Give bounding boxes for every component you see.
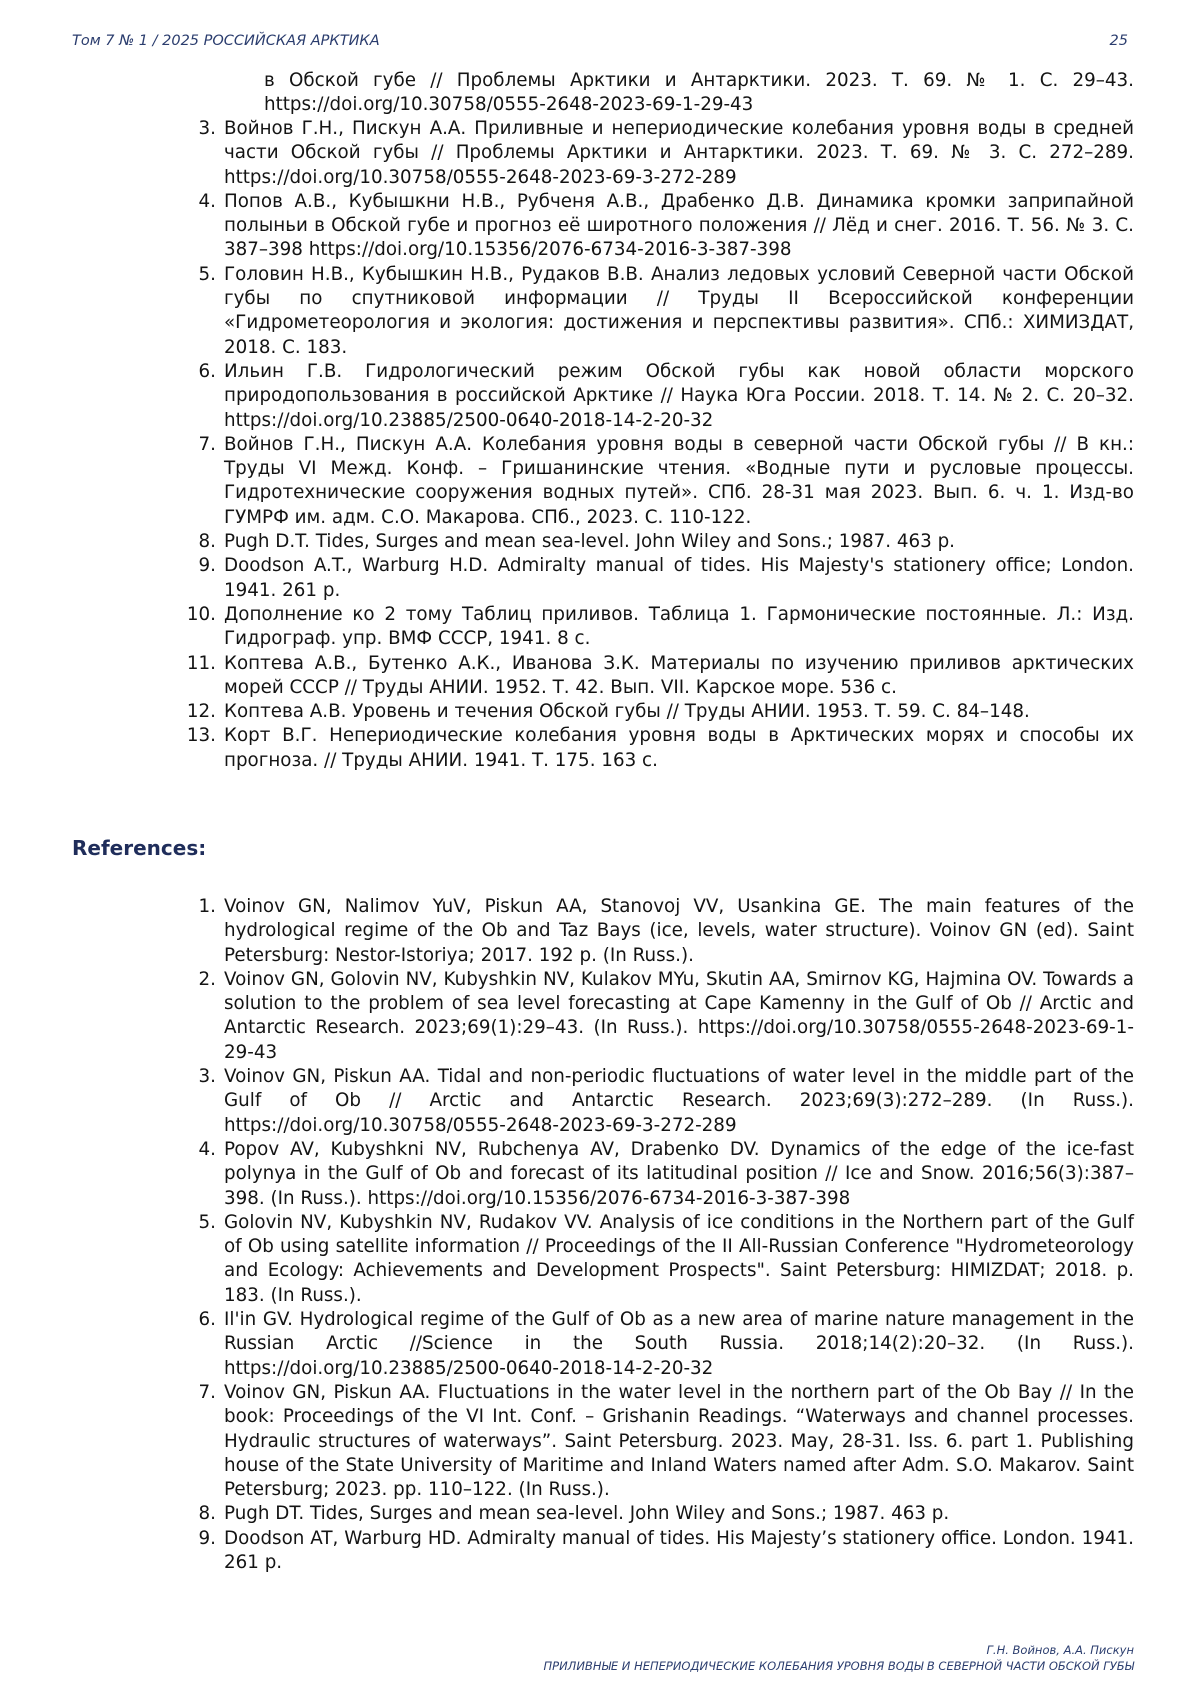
reference-item: [198, 1527, 1134, 1576]
reference-text: Doodson AT, Warburg HD. Admiralty manual of tides. His Majesty’s stationery office. London. 1941. 261 p.: [224, 1527, 1134, 1574]
reference-item: [198, 1211, 1134, 1308]
reference-number: 4.: [198, 190, 216, 212]
reference-item: [198, 1308, 1134, 1381]
reference-number: 6.: [198, 1309, 216, 1331]
running-footer: [544, 1642, 1135, 1674]
reference-item: [198, 117, 1134, 190]
reference-text: Voinov GN, Golovin NV, Kubyshkin NV, Kulakov MYu, Skutin AA, Smirnov KG, Hajmina OV. Towards a solution to the problem of sea level forecasting at Cape Kamenny in the Gulf of Ob // Arctic and Antarctic Research. 2023;69(1):29–43. (In Russ.). https://doi.org/10.30758/0555-2648-2023-69-1-29-43: [224, 968, 1134, 1063]
reference-number: 7.: [198, 1381, 216, 1403]
reference-text: Коптева А.В. Уровень и течения Обской губы // Труды АНИИ. 1953. Т. 59. С. 84–148.: [224, 701, 1030, 723]
reference-item: [198, 968, 1134, 1065]
reference-item: [198, 1502, 1134, 1526]
reference-text: Войнов Г.Н., Пискун А.А. Колебания уровня воды в северной части Обской губы // В кн.: Труды VI Межд. Конф. – Гришанинские чтения. «Водные пути и русловые процессы. Гидротехнические сооружения водных путей». СПб. 28-31 мая 2023. Вып. 6. ч. 1. Изд-во ГУМРФ им. адм. С.О. Макарова. СПб., 2023. С. 110-122.: [224, 433, 1134, 528]
reference-number: 7.: [198, 433, 216, 455]
reference-text: Pugh DT. Tides, Surges and mean sea-level. John Wiley and Sons.; 1987. 463 p.: [224, 1503, 950, 1525]
reference-text: Voinov GN, Nalimov YuV, Piskun AA, Stanovoj VV, Usankina GE. The main features of the hydrological regime of the Ob and Taz Bays (ice, levels, water structure). Voinov GN (ed). Saint Petersburg: Nestor-Istoriya; 2017. 192 p. (In Russ.).: [224, 896, 1134, 966]
journal-issue: Том 7 № 1 / 2025 РОССИЙСКАЯ АРКТИКА: [72, 33, 380, 49]
reference-text: Попов А.В., Кубышкни Н.В., Рубченя А.В., Драбенко Д.В. Динамика кромки заприпайной полыньи в Обской губе и прогноз её широтного положения // Лёд и снег. 2016. Т. 56. № 3. С. 387–398 https://doi.org/10.15356/2076-6734-2016-3-387-398: [224, 190, 1134, 261]
reference-item: [198, 433, 1134, 530]
reference-number: 2.: [198, 968, 216, 990]
references-heading: References:: [72, 836, 207, 860]
ru-ref-continuation: в Обской губе // Проблемы Арктики и Антарктики. 2023. Т. 69. № 1. С. 29–43. https://doi.org/10.30758/0555-2648-2023-69-1-29-43: [264, 70, 1134, 116]
reference-text: Войнов Г.Н., Пискун А.А. Приливные и непериодические колебания уровня воды в средней части Обской губы // Проблемы Арктики и Антарктики. 2023. Т. 69. № 3. С. 272–289. https://doi.org/10.30758/0555-2648-2023-69-3-272-289: [224, 118, 1134, 188]
reference-text: Voinov GN, Piskun AA. Tidal and non-periodic fluctuations of water level in the middle part of the Gulf of Ob // Arctic and Antarctic Research. 2023;69(3):272–289. (In Russ.). https://doi.org/10.30758/0555-2648-2023-69-3-272-289: [224, 1066, 1134, 1136]
reference-text: Корт В.Г. Непериодические колебания уровня воды в Арктических морях и способы их прогноза. // Труды АНИИ. 1941. Т. 175. 163 с.: [224, 725, 1134, 771]
reference-number: 11.: [186, 652, 216, 674]
reference-number: 9.: [198, 555, 216, 577]
reference-number: 12.: [186, 701, 216, 723]
reference-number: 8.: [198, 1503, 216, 1525]
running-header: [72, 33, 1128, 53]
reference-text: Voinov GN, Piskun AA. Fluctuations in the water level in the northern part of the Ob Bay // In the book: Proceedings of the VI Int. Conf. – Grishanin Readings. “Waterways and channel processes. Hydraulic structures of waterways”. Saint Petersburg. 2023. May, 28-31. Iss. 6. part 1. Publishing house of the State University of Maritime and Inland Waters named after Adm. S.O. Makarov. Saint Petersburg; 2023. pp. 110–122. (In Russ.).: [224, 1381, 1134, 1501]
reference-item: [198, 190, 1134, 263]
reference-text: Il'in GV. Hydrological regime of the Gulf of Ob as a new area of marine nature management in the Russian Arctic //Science in the South Russia. 2018;14(2):20–32. (In Russ.). https://doi.org/10.23885/2500-0640-2018-14-2-20-32: [224, 1309, 1134, 1379]
reference-number: 8.: [198, 531, 216, 553]
reference-item: [198, 1138, 1134, 1211]
reference-item: [198, 360, 1134, 433]
reference-text: Popov AV, Kubyshkni NV, Rubchenya AV, Drabenko DV. Dynamics of the edge of the ice-fast polynya in the Gulf of Ob and forecast of its latitudinal position // Ice and Snow. 2016;56(3):387–398. (In Russ.). https://doi.org/10.15356/2076-6734-2016-3-387-398: [224, 1138, 1134, 1209]
reference-text: Doodson A.T., Warburg H.D. Admiralty manual of tides. His Majesty's stationery office; London. 1941. 261 p.: [224, 555, 1134, 601]
reference-text: Дополнение ко 2 тому Таблиц приливов. Таблица 1. Гармонические постоянные. Л.: Изд. Гидрограф. упр. ВМФ СССР, 1941. 8 с.: [224, 603, 1134, 650]
reference-number: 9.: [198, 1527, 216, 1549]
reference-text: Головин Н.В., Кубышкин Н.В., Рудаков В.В. Анализ ледовых условий Северной части Обской губы по спутниковой информации // Труды II Всероссийской конференции «Гидрометеорология и экология: достижения и перспективы развития». СПб.: ХИМИЗДАТ, 2018. С. 183.: [224, 263, 1134, 358]
english-reference-list: [198, 895, 1134, 1575]
reference-item: [186, 603, 1134, 652]
reference-item: [198, 554, 1134, 603]
reference-item: [198, 895, 1134, 968]
russian-reference-list: [186, 117, 1134, 773]
reference-number: 3.: [198, 118, 216, 139]
reference-item: [198, 530, 1134, 554]
reference-number: 6.: [198, 360, 216, 382]
reference-item: [186, 724, 1134, 773]
reference-item: [198, 1065, 1134, 1138]
reference-number: 13.: [186, 725, 216, 747]
reference-number: 10.: [186, 603, 216, 625]
reference-item: [186, 652, 1134, 701]
reference-text: Ильин Г.В. Гидрологический режим Обской губы как новой области морского природопользования в российской Арктике // Наука Юга России. 2018. Т. 14. № 2. С. 20–32. https://doi.org/10.23885/2500-0640-2018-14-2-20-32: [224, 360, 1134, 431]
reference-number: 1.: [198, 896, 216, 917]
reference-number: 3.: [198, 1066, 216, 1088]
reference-item: [186, 700, 1134, 724]
reference-number: 5.: [198, 1211, 216, 1233]
page-number: 25: [1109, 33, 1128, 49]
reference-item: [198, 1381, 1134, 1502]
reference-text: Коптева А.В., Бутенко А.К., Иванова З.К. Материалы по изучению приливов арктических морей СССР // Труды АНИИ. 1952. Т. 42. Вып. VII. Карское море. 536 с.: [224, 652, 1134, 698]
footer-article-title: ПРИЛИВНЫЕ И НЕПЕРИОДИЧЕСКИЕ КОЛЕБАНИЯ УРОВНЯ ВОДЫ В СЕВЕРНОЙ ЧАСТИ ОБСКОЙ ГУБЫ: [543, 1659, 1134, 1673]
reference-text: Pugh D.T. Tides, Surges and mean sea-level. John Wiley and Sons.; 1987. 463 p.: [224, 531, 955, 553]
reference-item: [198, 263, 1134, 360]
reference-number: 5.: [198, 263, 216, 285]
footer-authors: Г.Н. Войнов, А.А. Пискун: [986, 1643, 1134, 1657]
reference-text: Golovin NV, Kubyshkin NV, Rudakov VV. Analysis of ice conditions in the Northern part of the Gulf of Ob using satellite information // Proceedings of the II All-Russian Conference "Hydrometeorology and Ecology: Achievements and Development Prospects". Saint Petersburg: HIMIZDAT; 2018. p. 183. (In Russ.).: [224, 1211, 1134, 1306]
reference-number: 4.: [198, 1138, 216, 1160]
